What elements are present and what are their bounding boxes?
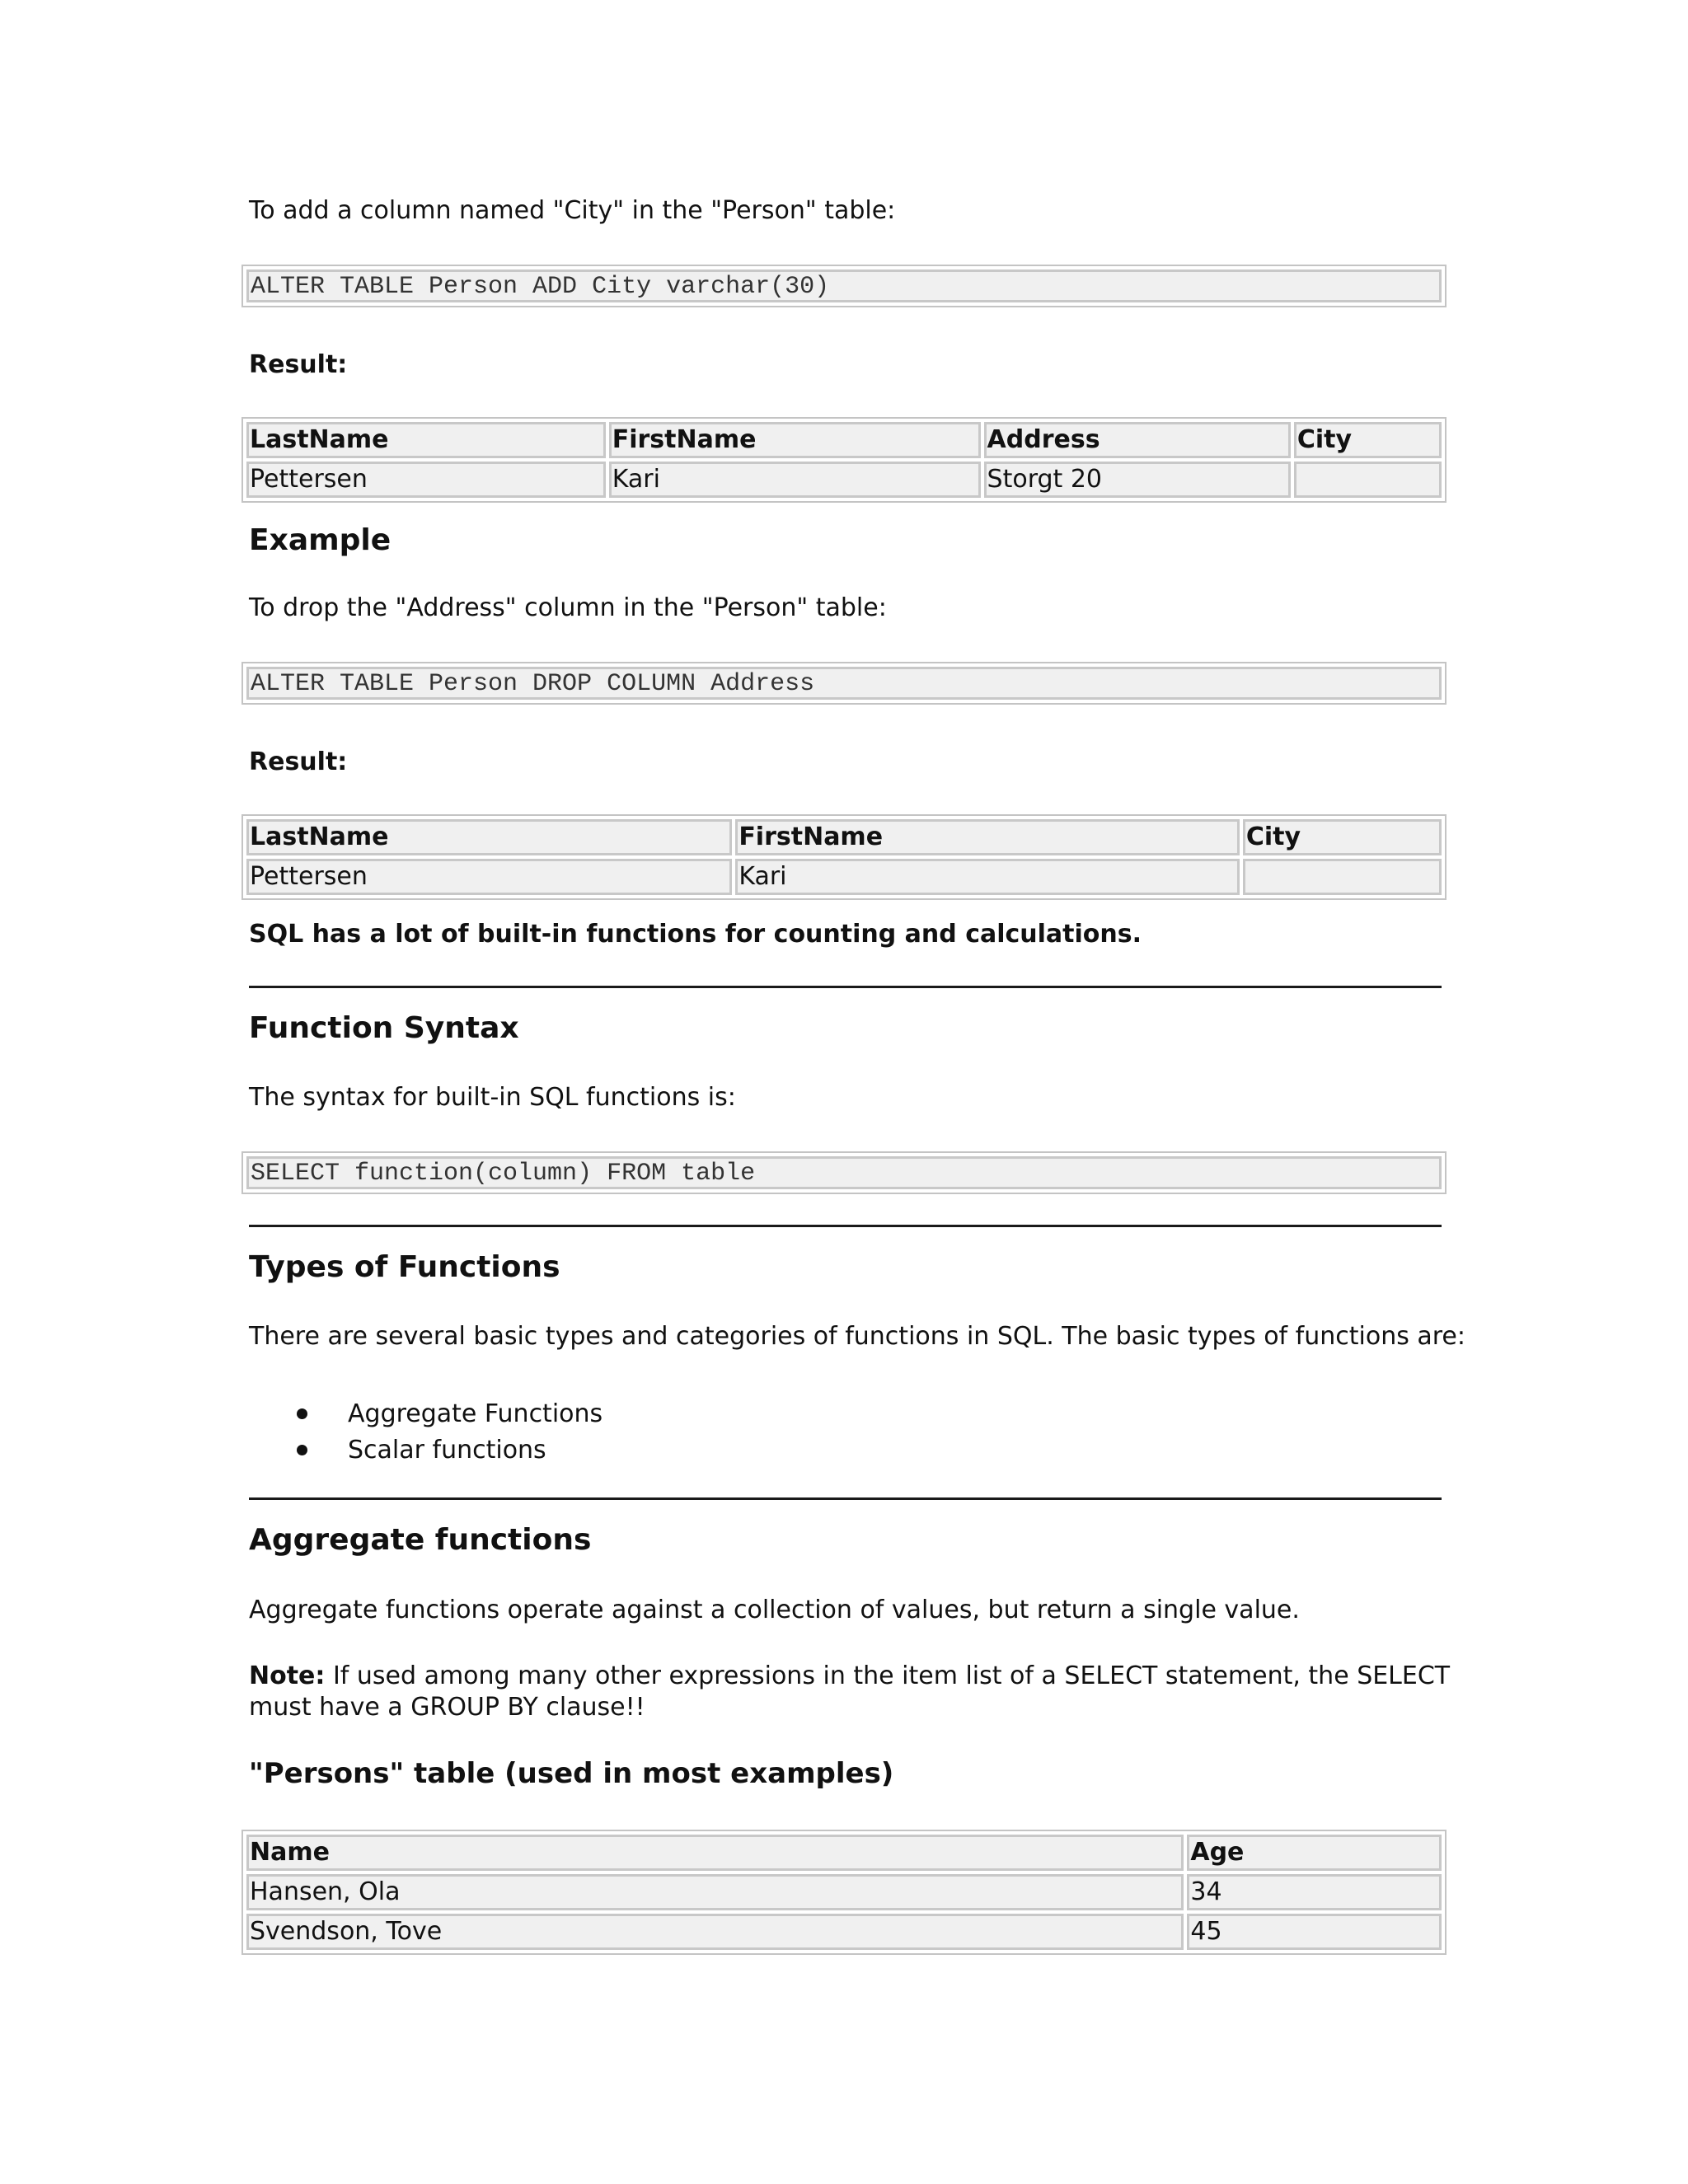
bullet-icon (297, 1445, 307, 1455)
example-heading: Example (249, 523, 392, 557)
horizontal-rule (249, 1497, 1442, 1500)
list-item-label: Aggregate Functions (348, 1399, 603, 1428)
column-header: Address (984, 422, 1291, 458)
table-cell: Hansen, Ola (246, 1874, 1184, 1910)
aggregate-functions-text: Aggregate functions operate against a collection of values, but return a single value. (249, 1596, 1300, 1624)
result-table-drop-column (241, 814, 1447, 900)
list-item-label: Scalar functions (348, 1436, 546, 1465)
table-cell (1243, 859, 1442, 895)
list-item (249, 1432, 603, 1469)
types-of-functions-heading: Types of Functions (249, 1250, 560, 1284)
note-label: Note: (249, 1661, 326, 1690)
table-cell: 45 (1187, 1914, 1442, 1950)
note-paragraph (249, 1661, 1450, 1691)
table-cell: Kari (735, 859, 1240, 895)
code-block-add-column (241, 265, 1447, 307)
note-paragraph-continued: must have a GROUP BY clause!! (249, 1693, 645, 1722)
table-row (246, 859, 1442, 895)
table-header-row (246, 1835, 1442, 1871)
persons-table-heading: "Persons" table (used in most examples) (249, 1757, 894, 1790)
table-cell: Svendson, Tove (246, 1914, 1184, 1950)
drop-column-intro: To drop the "Address" column in the "Person" table: (249, 593, 887, 622)
function-syntax-text: The syntax for built-in SQL functions is: (249, 1083, 736, 1112)
list-item (249, 1396, 603, 1432)
table-row (246, 1874, 1442, 1910)
column-header: City (1243, 819, 1442, 855)
note-text: If used among many other expressions in the item list of a SELECT statement, the SELECT (325, 1661, 1451, 1690)
table-cell: Pettersen (246, 859, 732, 895)
table-row (246, 462, 1442, 498)
types-of-functions-text: There are several basic types and categories of functions in SQL. The basic types of functions are: (249, 1322, 1465, 1351)
column-header: City (1294, 422, 1442, 458)
table-cell (1294, 462, 1442, 498)
add-column-intro: To add a column named "City" in the "Person" table: (249, 196, 896, 225)
result-table-add-column (241, 417, 1447, 503)
code-text: ALTER TABLE Person ADD City varchar(30) (246, 269, 1442, 302)
functions-intro: SQL has a lot of built-in functions for counting and calculations. (249, 920, 1142, 949)
aggregate-functions-heading: Aggregate functions (249, 1523, 592, 1557)
column-header: FirstName (609, 422, 981, 458)
code-block-drop-column (241, 662, 1447, 705)
code-block-function-syntax (241, 1151, 1447, 1194)
code-text: SELECT function(column) FROM table (246, 1156, 1442, 1189)
table-cell: 34 (1187, 1874, 1442, 1910)
horizontal-rule (249, 986, 1442, 988)
table-header-row (246, 422, 1442, 458)
column-header: Name (246, 1835, 1184, 1871)
table-cell: Pettersen (246, 462, 606, 498)
table-cell: Storgt 20 (984, 462, 1291, 498)
column-header: Age (1187, 1835, 1442, 1871)
result-label: Result: (249, 350, 348, 379)
table-row (246, 1914, 1442, 1950)
horizontal-rule (249, 1225, 1442, 1227)
table-cell: Kari (609, 462, 981, 498)
column-header: FirstName (735, 819, 1240, 855)
column-header: LastName (246, 422, 606, 458)
table-header-row (246, 819, 1442, 855)
bullet-icon (297, 1408, 307, 1419)
persons-table (241, 1830, 1447, 1955)
function-syntax-heading: Function Syntax (249, 1011, 519, 1045)
column-header: LastName (246, 819, 732, 855)
code-text: ALTER TABLE Person DROP COLUMN Address (246, 667, 1442, 700)
function-types-list (249, 1396, 603, 1469)
result-label: Result: (249, 748, 348, 776)
